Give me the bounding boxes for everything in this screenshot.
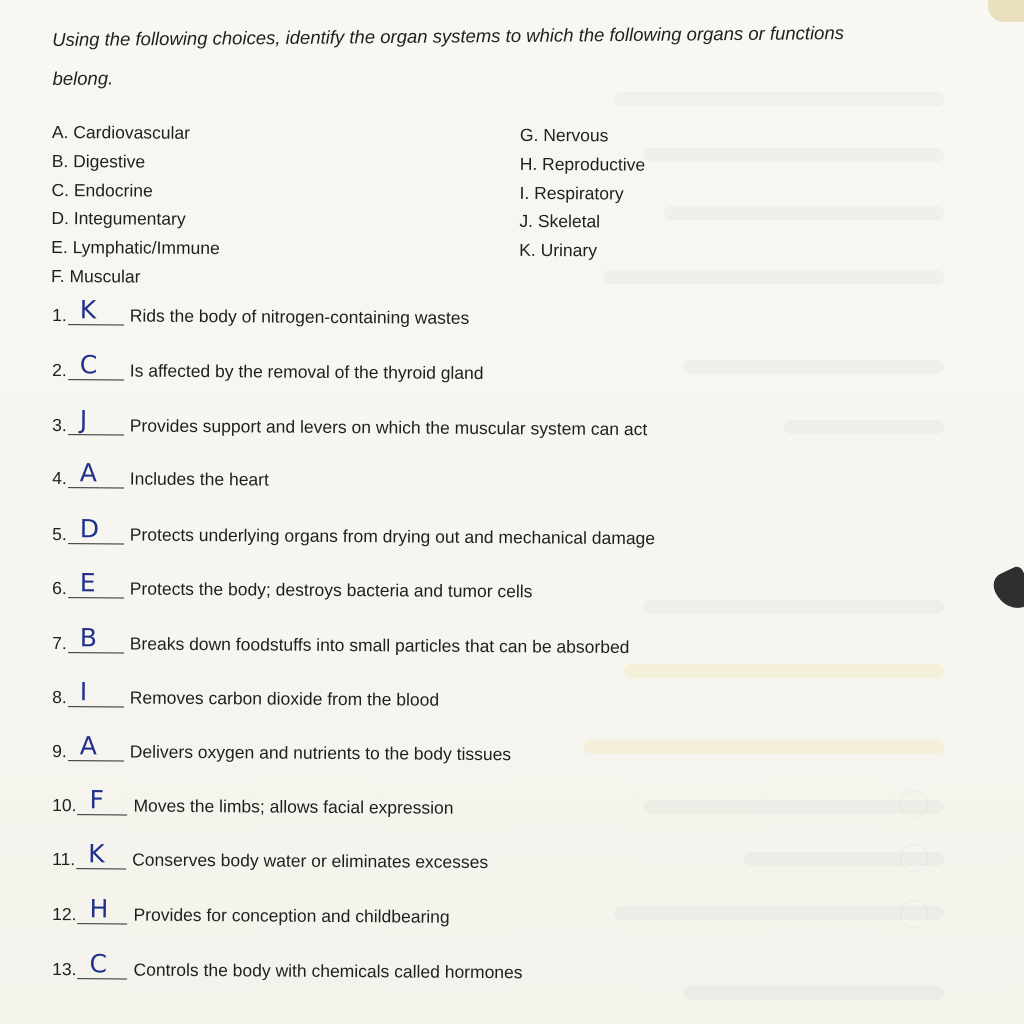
answer-blank[interactable] xyxy=(68,623,124,653)
question-item xyxy=(52,350,484,398)
question-number: 10. xyxy=(52,795,77,816)
handwritten-answer: B xyxy=(79,623,98,653)
handwritten-answer: A xyxy=(79,731,98,761)
handwritten-answer: I xyxy=(79,677,88,707)
question-text: Includes the heart xyxy=(129,468,269,490)
choice-item: A. Cardiovascular xyxy=(51,121,191,143)
question-number: 11. xyxy=(52,849,76,870)
choice-item: I. Respiratory xyxy=(519,182,624,204)
choice-item: D. Integumentary xyxy=(51,208,186,230)
answer-blank[interactable] xyxy=(68,677,124,707)
answer-blank[interactable] xyxy=(68,568,124,598)
bleed-through-mark xyxy=(664,206,944,220)
handwritten-answer: H xyxy=(89,894,109,924)
question-text: Protects the body; destroys bacteria and tumor cells xyxy=(129,578,533,602)
handwritten-answer: E xyxy=(79,568,96,598)
question-text: Breaks down foodstuffs into small particles that can be absorbed xyxy=(129,633,630,658)
question-text: Conserves body water or eliminates excesses xyxy=(132,849,489,873)
question-item xyxy=(52,949,523,997)
question-item xyxy=(52,623,630,672)
question-number: 4. xyxy=(52,468,67,489)
instructions-text: Using the following choices, identify the organ systems to which the following organs or functions belong. xyxy=(52,22,845,89)
handwritten-answer: C xyxy=(89,949,108,979)
question-text: Removes carbon dioxide from the blood xyxy=(129,687,440,710)
handwritten-answer: F xyxy=(89,785,105,815)
question-item xyxy=(52,295,470,343)
answer-blank[interactable] xyxy=(68,514,124,544)
choice-item: K. Urinary xyxy=(519,240,598,261)
question-text: Provides for conception and childbearing xyxy=(133,904,450,927)
highlight-bleed-mark xyxy=(624,664,944,678)
question-number: 1. xyxy=(52,305,67,326)
question-number: 12. xyxy=(52,904,77,925)
bleed-through-circle xyxy=(900,900,928,928)
question-text: Protects underlying organs from drying out and mechanical damage xyxy=(129,524,656,549)
answer-blank[interactable] xyxy=(68,295,124,325)
choice-item: G. Nervous xyxy=(519,124,609,146)
bleed-through-circle xyxy=(900,790,928,818)
question-text: Rids the body of nitrogen-containing wastes xyxy=(129,305,470,328)
bleed-through-mark xyxy=(644,600,944,614)
handwritten-answer: J xyxy=(79,405,88,435)
question-item xyxy=(52,514,656,563)
highlight-bleed-mark xyxy=(584,740,944,754)
bleed-through-circle xyxy=(900,844,928,872)
handwritten-answer: D xyxy=(79,514,100,544)
answer-blank[interactable] xyxy=(77,785,127,815)
bleed-through-mark xyxy=(614,92,944,106)
question-number: 2. xyxy=(52,360,67,381)
question-item xyxy=(52,568,533,616)
question-number: 7. xyxy=(52,633,67,654)
answer-blank[interactable] xyxy=(68,458,124,488)
question-number: 13. xyxy=(52,959,77,980)
question-number: 3. xyxy=(52,415,67,436)
handwritten-answer: K xyxy=(79,295,97,325)
choice-item: F. Muscular xyxy=(50,265,141,287)
choice-item: B. Digestive xyxy=(51,150,146,172)
bleed-through-mark xyxy=(784,420,944,434)
question-text: Moves the limbs; allows facial expression xyxy=(133,795,454,818)
handwritten-answer: C xyxy=(79,350,98,380)
choice-item: J. Skeletal xyxy=(519,211,601,232)
bleed-through-mark xyxy=(604,270,944,284)
answer-blank[interactable] xyxy=(68,731,124,761)
handwritten-answer: A xyxy=(79,458,98,488)
bleed-through-mark xyxy=(614,906,944,920)
question-text: Delivers oxygen and nutrients to the body tissues xyxy=(129,741,512,765)
choice-column-right xyxy=(519,121,645,266)
bleed-through-mark xyxy=(684,360,944,374)
answer-blank[interactable] xyxy=(68,350,124,380)
choice-column-left xyxy=(51,118,221,292)
answer-blank[interactable] xyxy=(77,949,127,979)
question-number: 6. xyxy=(52,578,67,599)
answer-blank[interactable] xyxy=(76,839,126,869)
question-number: 8. xyxy=(52,687,67,708)
answer-blank[interactable] xyxy=(68,405,124,435)
choice-item: E. Lymphatic/Immune xyxy=(51,237,220,259)
choice-item: H. Reproductive xyxy=(519,153,646,175)
question-text: Is affected by the removal of the thyroid gland xyxy=(129,360,484,384)
page-corner xyxy=(988,0,1024,22)
choice-list xyxy=(50,118,812,287)
question-item xyxy=(52,731,512,779)
question-item xyxy=(52,458,269,505)
question-item xyxy=(52,839,489,887)
handwritten-answer: K xyxy=(88,839,105,869)
bleed-through-mark xyxy=(644,148,944,162)
answer-blank[interactable] xyxy=(77,894,127,924)
question-text: Controls the body with chemicals called hormones xyxy=(133,959,523,983)
bleed-through-mark xyxy=(684,986,944,1000)
question-item xyxy=(52,894,450,942)
question-number: 9. xyxy=(52,741,67,762)
bleed-through-mark xyxy=(644,800,944,814)
question-item xyxy=(52,405,648,454)
question-item xyxy=(52,677,440,725)
question-item xyxy=(52,785,454,833)
question-number: 5. xyxy=(52,524,67,545)
binder-hole-shadow xyxy=(989,565,1024,616)
question-text: Provides support and levers on which the muscular system can act xyxy=(129,415,648,440)
choice-item: C. Endocrine xyxy=(51,179,153,201)
